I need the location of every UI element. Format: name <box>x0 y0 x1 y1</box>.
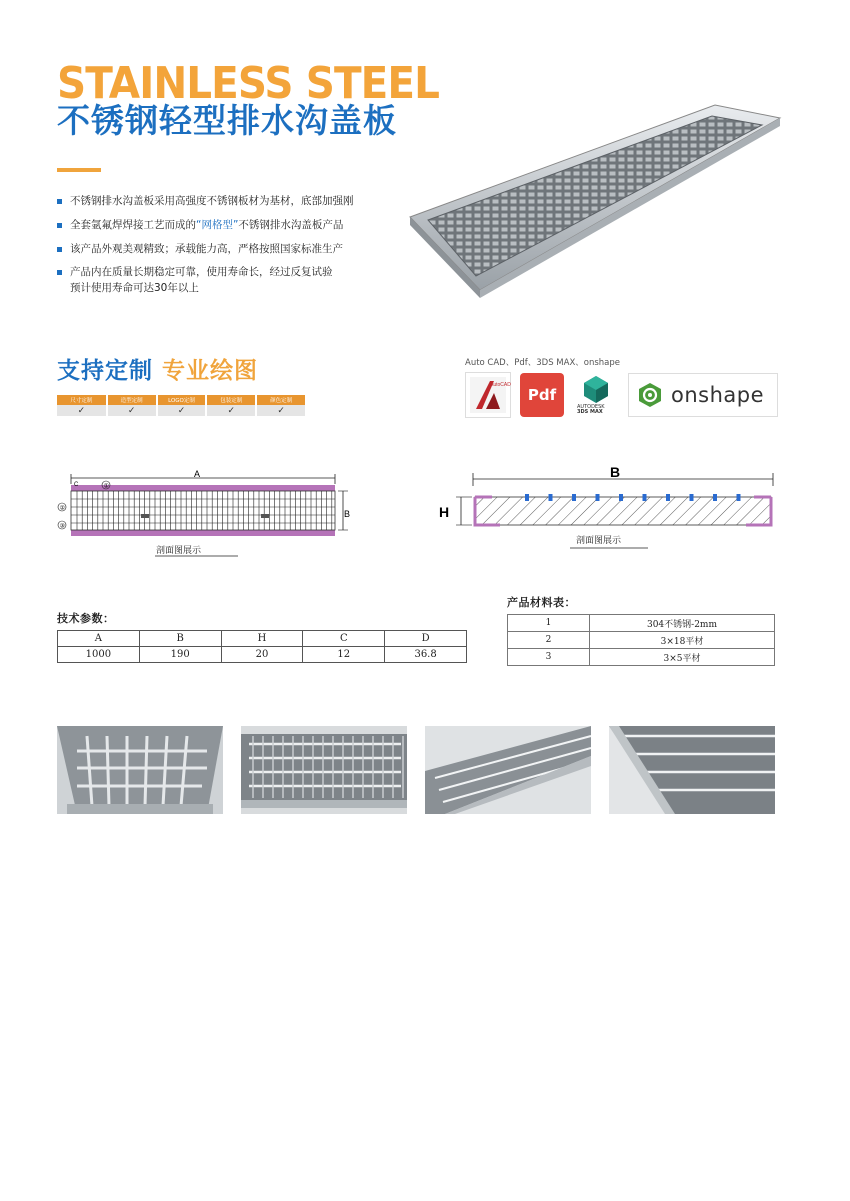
software-caption: Auto CAD、Pdf、3DS MAX、onshape <box>465 358 621 368</box>
svg-text:③: ③ <box>59 522 65 530</box>
table-row: 1 304不锈钢-2mm <box>508 615 775 632</box>
custom-option: 造型定制 <box>107 395 157 405</box>
svg-text:B: B <box>610 464 621 480</box>
pdf-icon: Pdf <box>520 373 564 417</box>
svg-text:B: B <box>344 509 351 519</box>
3dsmax-icon: AUTODESK 3DS MAX <box>573 372 619 418</box>
feature-highlight: “网格型” <box>196 218 239 231</box>
svg-text:A: A <box>194 469 201 479</box>
hero-title-cn: 不锈钢轻型排水沟盖板 <box>57 101 397 140</box>
onshape-icon <box>628 373 778 417</box>
check-icon: ✓ <box>57 405 107 416</box>
params-value: 1000 <box>58 647 140 663</box>
materials-title: 产品材料表： <box>507 596 576 609</box>
svg-text:②: ② <box>59 504 65 512</box>
params-header: A <box>58 631 140 647</box>
product-photo <box>425 726 591 814</box>
feature-list <box>57 194 417 305</box>
params-header: B <box>139 631 221 647</box>
top-view-diagram <box>55 466 355 566</box>
feature-text: 不锈钢排水沟盖板采用高强度不锈钢板材为基材，底部加强刚 <box>70 195 354 207</box>
custom-option: LOGO定制 <box>157 395 207 405</box>
custom-section-title: 支持定制 专业绘图 <box>57 358 259 384</box>
params-title: 技术参数： <box>57 612 115 625</box>
hero-title-en: STAINLESS STEEL <box>57 58 439 109</box>
table-row: 3 3×5平材 <box>508 649 775 666</box>
product-photo <box>57 726 223 814</box>
bullet-icon <box>57 199 62 204</box>
svg-text:H: H <box>439 504 450 520</box>
onshape-label: onshape <box>671 383 765 407</box>
product-photos <box>57 726 775 814</box>
params-value: 36.8 <box>385 647 467 663</box>
feature-text: 全套氩氟焊焊接工艺而成的“网格型”不锈钢排水沟盖板产品 <box>70 218 344 231</box>
product-photo <box>609 726 775 814</box>
diagram-caption: 剖面图展示 <box>576 536 622 546</box>
custom-options-table <box>57 395 307 416</box>
svg-text:①: ① <box>103 482 109 490</box>
feature-text: 该产品外观美观精致；承载能力高，严格按照国家标准生产 <box>70 242 343 255</box>
accent-bar <box>57 168 101 172</box>
params-table <box>57 630 467 663</box>
check-icon: ✓ <box>107 405 157 416</box>
check-icon: ✓ <box>206 405 256 416</box>
custom-option: 包装定制 <box>206 395 256 405</box>
feature-item <box>57 265 417 297</box>
bullet-icon <box>57 247 62 252</box>
materials-table <box>507 614 775 666</box>
params-header: C <box>303 631 385 647</box>
check-icon: ✓ <box>256 405 306 416</box>
grating-cover-image <box>410 100 780 300</box>
params-header: H <box>221 631 303 647</box>
params-value: 20 <box>221 647 303 663</box>
bullet-icon <box>57 270 62 275</box>
check-icon: ✓ <box>157 405 207 416</box>
params-header: D <box>385 631 467 647</box>
software-logos <box>465 372 778 418</box>
table-row: 2 3×18平材 <box>508 632 775 649</box>
params-value: 12 <box>303 647 385 663</box>
custom-option: 颜色定制 <box>256 395 306 405</box>
params-value: 190 <box>139 647 221 663</box>
feature-item <box>57 218 417 234</box>
feature-text: 产品内在质量长期稳定可靠，使用寿命长，经过反复试验 预计使用寿命可达30年以上 <box>70 266 333 294</box>
product-photo <box>241 726 407 814</box>
bullet-icon <box>57 223 62 228</box>
custom-option: 尺寸定制 <box>57 395 107 405</box>
diagram-caption: 剖面图展示 <box>156 546 202 556</box>
svg-text:AutoCAD: AutoCAD <box>490 382 511 388</box>
svg-text:C: C <box>74 482 79 488</box>
feature-item <box>57 242 417 258</box>
feature-item <box>57 194 417 210</box>
autocad-icon <box>465 372 511 418</box>
